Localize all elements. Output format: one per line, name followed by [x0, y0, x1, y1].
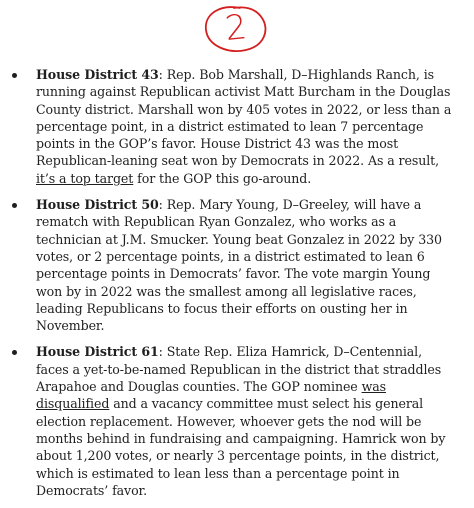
district-name: House District 50: [36, 197, 159, 213]
district-description: : Rep. Mary Young, D–Greeley, will have a rematch with Republican Ryan Gonzalez, who works as a technician at J.M. Smucker. Young beat Gonzalez in 2022 by 330 votes, or 2 percentage points, in a district estimated to lean 6 percentage points in Democrats’ favor. The vote margin Young won by in 2022 was the smallest among all legislative races, leading Republicans to focus their efforts on ousting her in November.: [36, 197, 442, 334]
list-item-district-61: [36, 343, 458, 499]
list-item-district-50: [36, 196, 458, 334]
district-description: : Rep. Bob Marshall, D–Highlands Ranch, is running against Republican activist Matt Burcham in the Douglas County district. Marshall won by 405 votes in 2022, or less than a percentage point, in a district estimated to lean 7 percentage points in the GOP’s favor. House District 43 was the most Republican-leaning seat won by Democrats in 2022. As a result,: [36, 67, 452, 169]
disqualified-link[interactable]: was disqualified: [36, 379, 387, 412]
district-name: House District 43: [36, 67, 159, 82]
district-list: [0, 66, 474, 508]
district-description: : State Rep. Eliza Hamrick, D–Centennial, faces a yet-to-be-named Republican in the district that straddles Arapahoe and Douglas counties. The GOP nominee: [36, 344, 442, 395]
annotation-number: 2: [223, 6, 249, 50]
top-target-link[interactable]: it’s a top target: [36, 170, 134, 186]
handwritten-annotation: [196, 2, 276, 58]
list-item-district-43: [36, 66, 458, 187]
district-description-end: and a vacancy committee must select his general election replacement. However, whoever gets the nod will be months behind in fundraising and campaigning. Hamrick won by about 1,200 votes, or nearly 3 percentage points, in the district, which is estimated to lean less than a percentage point in Democrats’ favor.: [36, 396, 446, 498]
district-name: House District 61: [36, 344, 159, 360]
district-description-end: for the GOP this go-around.: [133, 170, 312, 186]
